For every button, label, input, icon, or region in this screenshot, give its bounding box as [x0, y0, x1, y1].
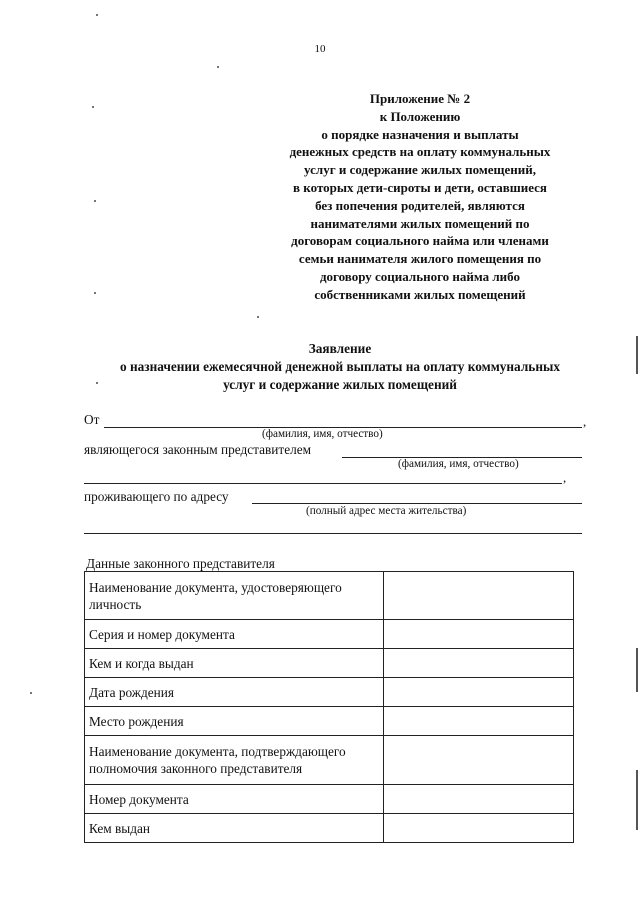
table-row	[85, 707, 574, 736]
table-row	[85, 620, 574, 649]
row-label: Наименование документа, удостоверяющего личность	[85, 572, 384, 620]
row-label: Место рождения	[85, 707, 384, 736]
statement-title: Заявление	[308, 341, 372, 356]
representative-table	[84, 571, 574, 843]
page-number: 10	[314, 43, 326, 55]
appendix-line: в которых дети-сироты и дети, оставшиеся	[293, 179, 547, 195]
row-value[interactable]	[384, 620, 574, 649]
scan-edge-mark	[636, 770, 638, 830]
statement-heading	[60, 340, 620, 394]
name-hint: (фамилия, имя, отчество)	[262, 428, 383, 440]
row-value[interactable]	[384, 814, 574, 843]
row-label: Номер документа	[85, 785, 384, 814]
table-row	[85, 678, 574, 707]
rep-label: являющегося законным представителем	[84, 442, 312, 457]
row-value[interactable]	[384, 649, 574, 678]
appendix-heading	[240, 90, 600, 304]
appendix-line: без попечения родителей, являются	[315, 197, 525, 213]
row-value[interactable]	[384, 572, 574, 620]
comma: ,	[583, 414, 587, 429]
address-hint: (полный адрес места жительства)	[306, 505, 467, 517]
appendix-line: договору социального найма либо	[319, 268, 521, 284]
scan-speck	[96, 14, 98, 16]
appendix-line: собственниками жилых помещений	[314, 286, 526, 302]
scan-speck	[217, 66, 219, 68]
row-label: Кем и когда выдан	[85, 649, 384, 678]
scan-speck	[257, 316, 259, 318]
table-row	[85, 736, 574, 785]
address-input-line[interactable]	[252, 503, 582, 504]
appendix-line: денежных средств на оплату коммунальных	[289, 144, 551, 160]
comma: ,	[563, 470, 567, 485]
appendix-line: договорам социального найма или членами	[291, 233, 549, 249]
scan-edge-mark	[636, 336, 638, 374]
appendix-line: Приложение № 2	[369, 91, 471, 106]
address-label: проживающего по адресу	[84, 489, 229, 504]
row-value[interactable]	[384, 736, 574, 785]
row-value[interactable]	[384, 785, 574, 814]
rep-hint: (фамилия, имя, отчество)	[398, 458, 519, 470]
scan-speck	[94, 292, 96, 294]
row-value[interactable]	[384, 707, 574, 736]
row-label: Кем выдан	[85, 814, 384, 843]
row-value[interactable]	[384, 678, 574, 707]
row-label: Дата рождения	[85, 678, 384, 707]
scan-edge-mark	[636, 648, 638, 692]
statement-subtitle-line: о назначении ежемесячной денежной выплаты на оплату коммунальных	[119, 359, 561, 374]
row-label: Серия и номер документа	[85, 620, 384, 649]
from-label: От	[84, 412, 100, 427]
address-input-line-2[interactable]	[84, 533, 582, 534]
appendix-line: семьи нанимателя жилого помещения по	[298, 251, 542, 267]
statement-subtitle-line: услуг и содержание жилых помещений	[223, 377, 457, 392]
section-label: Данные законного представителя	[86, 556, 275, 571]
row-label: Наименование документа, подтверждающего полномочия законного представителя	[85, 736, 384, 785]
scan-speck	[96, 382, 98, 384]
appendix-line: услуг и содержание жилых помещений,	[304, 162, 536, 178]
scan-speck	[94, 200, 96, 202]
table-row	[85, 814, 574, 843]
table-row	[85, 785, 574, 814]
appendix-line: о порядке назначения и выплаты	[321, 126, 519, 142]
appendix-line: нанимателями жилых помещений по	[310, 215, 530, 231]
table-row	[85, 572, 574, 620]
scan-speck	[30, 692, 32, 694]
appendix-line: к Положению	[379, 108, 461, 124]
table-row	[85, 649, 574, 678]
rep-input-line-2[interactable]	[84, 483, 562, 484]
scan-speck	[92, 106, 94, 108]
